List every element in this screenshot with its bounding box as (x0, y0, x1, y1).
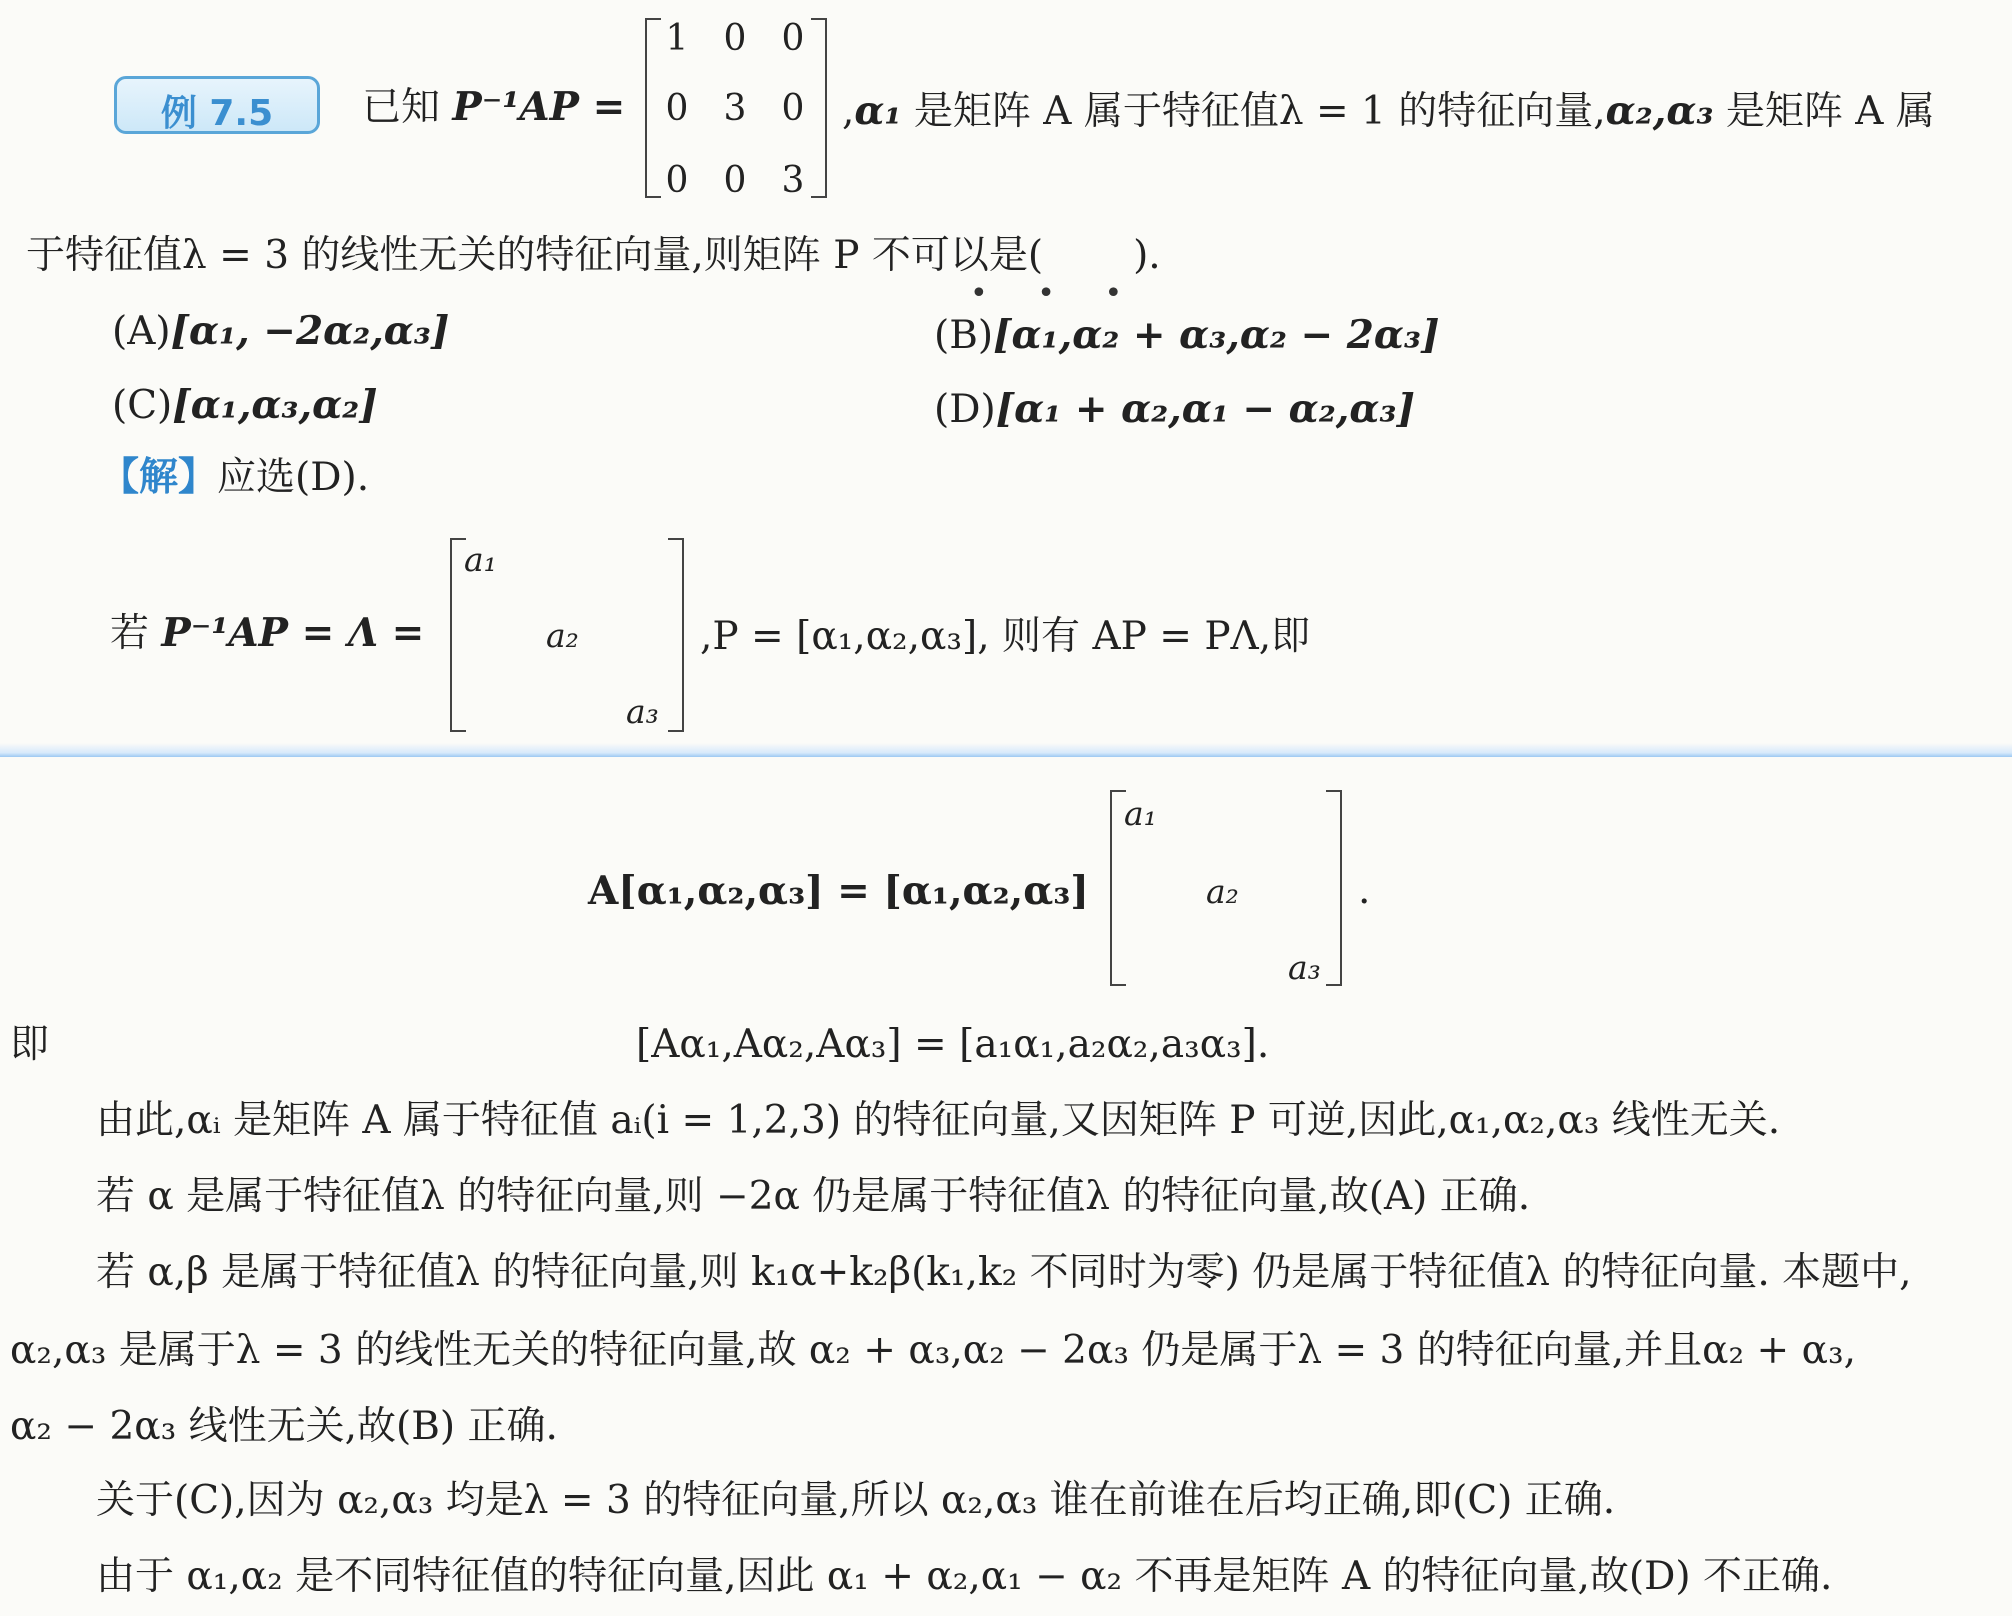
text-line1-tail: 是矩阵 A 属于特征值λ = 1 的特征向量, (913, 89, 1606, 134)
text-ruo: 若 (110, 611, 150, 656)
diag2-a1: a₁ (1124, 794, 1157, 833)
option-b-label: (B) (934, 313, 994, 358)
matrix-cell-2-1: 0 (723, 160, 747, 201)
diag1-a3: a₃ (626, 692, 659, 731)
example-badge-label: 例 7.5 (160, 93, 274, 134)
matrix-cell-1-1: 3 (723, 88, 747, 129)
diag2-a2: a₂ (1206, 872, 1239, 911)
solution-answer-text: 应选(D). (217, 455, 370, 500)
solution-tag: 【解】 (100, 454, 218, 500)
diag1-a2: a₂ (546, 616, 579, 655)
option-a-text: [α₁, −2α₂,α₃] (170, 308, 450, 354)
diag2-right-bracket (1326, 790, 1342, 986)
diag-matrix-2 (1110, 790, 1342, 986)
paragraph-3a: 若 α,β 是属于特征值λ 的特征向量,则 k₁α+k₂β(k₁,k₂ 不同时为零) 仍是属于特征值λ 的特征向量. 本题中, (96, 1250, 1912, 1295)
option-b-text: [α₁,α₂ + α₃,α₂ − 2α₃] (993, 312, 1440, 358)
text-line2-end: ). (1133, 233, 1161, 278)
matrix-cell-0-1: 0 (723, 18, 747, 59)
var-alpha1: α₁ (854, 88, 902, 134)
diag-matrix-1 (450, 538, 684, 732)
paragraph-3c: α₂ − 2α₃ 线性无关,故(B) 正确. (10, 1404, 558, 1449)
paragraph-2: 若 α 是属于特征值λ 的特征向量,则 −2α 仍是属于特征值λ 的特征向量,故(A) 正确. (96, 1174, 1531, 1219)
var-alpha23: α₂,α₃ (1605, 88, 1714, 134)
expr-lambda: P⁻¹AP = Λ = (161, 610, 425, 656)
comma: , (842, 89, 855, 134)
matrix-cell-1-0: 0 (665, 88, 689, 129)
text-line1-tail2: 是矩阵 A 属 (1725, 89, 1935, 134)
paragraph-3b: α₂,α₃ 是属于λ = 3 的线性无关的特征向量,故 α₂ + α₃,α₂ − 2α₃ 仍是属于λ = 3 的特征向量,并且α₂ + α₃, (10, 1328, 1856, 1373)
paragraph-5: 由于 α₁,α₂ 是不同特征值的特征向量,因此 α₁ + α₂,α₁ − α₂ 不再是矩阵 A 的特征向量,故(D) 不正确. (96, 1554, 1833, 1599)
diag1-a1: a₁ (464, 540, 497, 579)
problem-line1-tail (842, 90, 1935, 134)
option-c-text: [α₁,α₃,α₂] (172, 382, 378, 428)
equation-2: [Aα₁,Aα₂,Aα₃] = [a₁α₁,a₂α₂,a₃α₃]. (636, 1022, 1270, 1067)
paragraph-1: 由此,αᵢ 是矩阵 A 属于特征值 aᵢ(i = 1,2,3) 的特征向量,又因矩阵 P 可逆,因此,α₁,α₂,α₃ 线性无关. (96, 1098, 1781, 1143)
expr-p-inv-ap: P⁻¹AP = (452, 84, 626, 130)
option-b (934, 314, 1439, 358)
option-a-label: (A) (112, 309, 171, 354)
solution-if-tail: ,P = [α₁,α₂,α₃], 则有 AP = PΛ,即 (700, 614, 1311, 659)
option-c (112, 384, 378, 428)
option-d (934, 388, 1415, 432)
matrix-cell-0-0: 1 (665, 18, 689, 59)
solution-if-lead (110, 612, 424, 656)
problem-line2 (26, 235, 1161, 278)
matrix-cell-2-0: 0 (665, 160, 689, 201)
example-badge (114, 76, 320, 134)
text-yizhi: 已知 (362, 85, 441, 130)
matrix-cell-1-2: 0 (781, 88, 805, 129)
matrix-cell-0-2: 0 (781, 18, 805, 59)
text-ji: 即 (10, 1022, 50, 1067)
option-a (112, 310, 449, 354)
problem-lead (362, 86, 625, 130)
diag1-right-bracket (668, 538, 684, 732)
text-line2: 于特征值λ = 3 的线性无关的特征向量,则矩阵 P 不可以是( (26, 233, 1044, 278)
option-c-label: (C) (112, 383, 173, 428)
diag2-a3: a₃ (1288, 948, 1321, 987)
section-divider (0, 743, 2012, 757)
equation-1-end: . (1358, 868, 1371, 913)
option-d-text: [α₁ + α₂,α₁ − α₂,α₃] (995, 386, 1415, 432)
emphasis-dots: • • • (970, 276, 1143, 311)
matrix-cell-2-2: 3 (781, 160, 805, 201)
paragraph-4: 关于(C),因为 α₂,α₃ 均是λ = 3 的特征向量,所以 α₂,α₃ 谁在前谁在后均正确,即(C) 正确. (96, 1478, 1616, 1523)
solution-answer (100, 456, 369, 500)
option-d-label: (D) (934, 387, 996, 432)
matrix-diag-133 (645, 18, 827, 201)
equation-1-left: A[α₁,α₂,α₃] = [α₁,α₂,α₃] (588, 868, 1089, 914)
